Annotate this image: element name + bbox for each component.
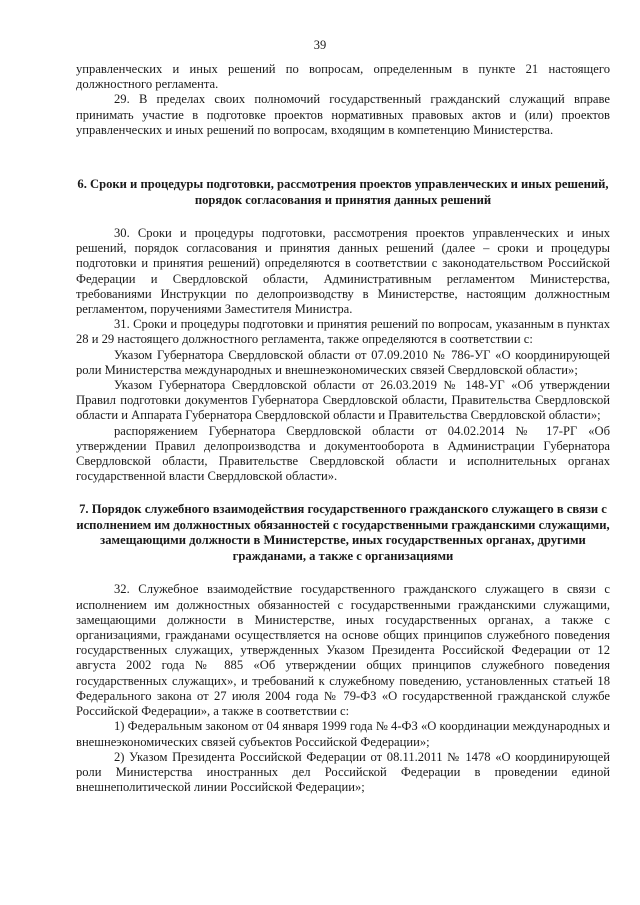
section-7-heading: 7. Порядок служебного взаимодействия государственного гражданского служащего в связи с исполнением им должностных обязанностей с государственными гражданскими служащими, замещающими должности в Министерстве, иных государственных органах, другими гражданами, а также с организациями xyxy=(76,502,610,563)
spacer xyxy=(76,138,610,177)
document-body xyxy=(76,62,610,795)
paragraph-29: 29. В пределах своих полномочий государственный гражданский служащий вправе принимать участие в подготовке проектов нормативных правовых актов и (или) проектов управленческих и иных решений по вопросам, входящим в компетенцию Министерства. xyxy=(76,92,610,137)
spacer xyxy=(76,564,610,582)
paragraph-31: 31. Сроки и процедуры подготовки и принятия решений по вопросам, указанным в пунктах 28 и 29 настоящего должностного регламента, также определяются в соответствии с: xyxy=(76,317,610,347)
page-number: 39 xyxy=(313,38,327,52)
paragraph-30: 30. Сроки и процедуры подготовки, рассмотрения проектов управленческих и иных решений, порядок согласования и принятия данных решений (далее – сроки и процедуры подготовки и принятия решений) определяются в соответствии с законодательством Российской Федерации и Свердловской области, Административным регламентом Министерства, требованиями Инструкции по делопроизводству в Министерстве, настоящим должностным регламентом, поручениями Заместителя Министра. xyxy=(76,226,610,317)
section-6-heading: 6. Сроки и процедуры подготовки, рассмотрения проектов управленческих и иных решений, порядок согласования и принятия данных решений xyxy=(77,177,609,207)
list-item-decree-148: Указом Губернатора Свердловской области от 26.03.2019 № 148-УГ «Об утверждении Правил подготовки документов Губернатора Свердловской области, Правительства Свердловской области и Аппарата Губернатора Свердловской области и Правительства Свердловской области»; xyxy=(76,378,610,423)
list-item-federal-law-4: 1) Федеральным законом от 04 января 1999 года № 4-ФЗ «О координации международных и внешнеэкономических связей субъектов Российской Федерации»; xyxy=(76,719,610,749)
paragraph-intro-continuation: управленческих и иных решений по вопросам, определенным в пункте 21 настоящего должностного регламента. xyxy=(76,62,610,92)
spacer xyxy=(76,484,610,502)
spacer xyxy=(76,208,610,226)
paragraph-32: 32. Служебное взаимодействие государственного гражданского служащего в связи с исполнением им должностных обязанностей с государственными гражданскими служащими, замещающими должности в Министерстве, иных государственных органах, а также с организациями, гражданами осуществляется на основе общих принципов служебного поведения государственных служащих, утвержденных Указом Президента Российской Федерации от 12 августа 2002 года № 885 «Об утверждении общих принципов служебного поведения государственных служащих», и требований к служебному поведению, установленных статьей 18 Федерального закона от 27 июля 2004 года № 79-ФЗ «О государственной гражданской службе Российской Федерации», а также в соответствии с: xyxy=(76,582,610,719)
list-item-decree-1478: 2) Указом Президента Российской Федерации от 08.11.2011 № 1478 «О координирующей роли Министерства иностранных дел Российской Федерации в проведении единой внешнеполитической линии Российской Федерации»; xyxy=(76,749,610,795)
list-item-decree-786: Указом Губернатора Свердловской области от 07.09.2010 № 786-УГ «О координирующей роли Министерства международных и внешнеэкономических связей Свердловской области»; xyxy=(76,347,610,377)
list-item-order-17: распоряжением Губернатора Свердловской области от 04.02.2014 № 17-РГ «Об утверждении Правил делопроизводства и документооборота в Администрации Губернатора Свердловской области, Правительстве Свердловской области и исполнительных органах государственной власти Свердловской области». xyxy=(76,423,610,484)
